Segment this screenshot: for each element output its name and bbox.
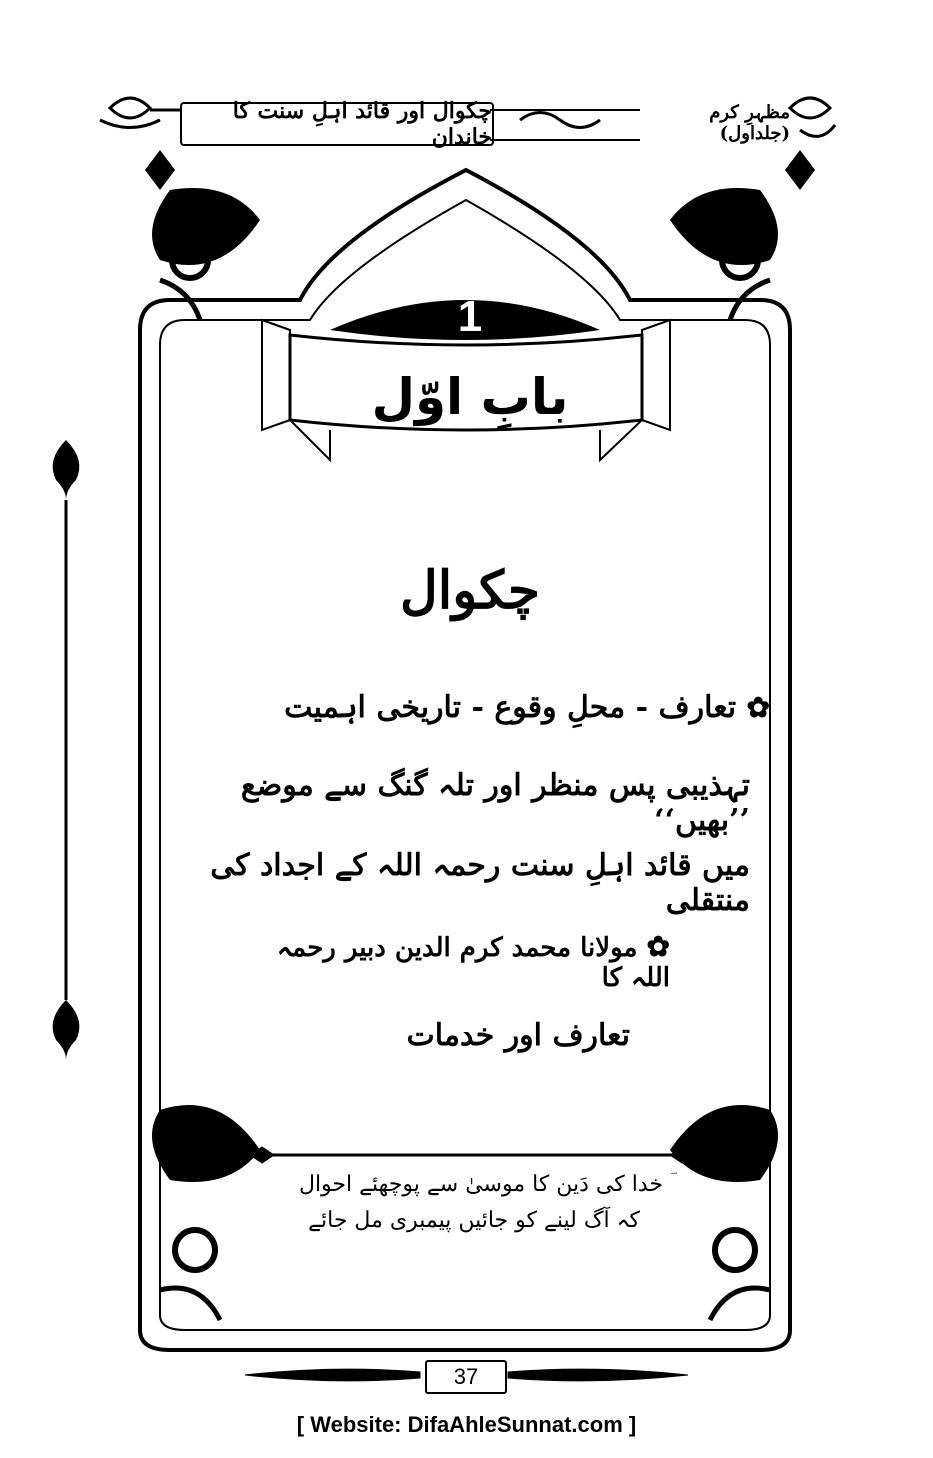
chapter-number: 1 — [457, 292, 483, 341]
poem-verse-1-text: خدا کی دَین کا موسیٰ سے پوچھئے احوال — [298, 1172, 663, 1197]
bullet-line-2: تہذیبی پس منظر اور تلہ گنگ سے موضع ’’بھیں‘‘ — [240, 768, 750, 838]
flower-bullet-icon: ✿ — [746, 691, 770, 724]
bullet-line-1 — [180, 690, 770, 725]
page-number: 37 — [425, 1360, 507, 1394]
bullet-line-4 — [260, 930, 670, 993]
running-header-volume: مظہرِ کرم (جلداول) — [709, 102, 790, 144]
corner-ornament-bottom-left — [152, 1105, 260, 1320]
flower-bullet-icon: ✿ — [646, 930, 670, 963]
bullet-line-3: میں قائد اہلِ سنت رحمہ اللہ کے اجداد کی منتقلی — [210, 848, 750, 918]
website-footer: [ Website: DifaAhleSunnat.com ] — [296, 1412, 637, 1437]
side-ornament-left — [53, 440, 80, 1060]
running-header-title: چکوال اور قائد اہلِ سنت کا خاندان — [180, 102, 494, 146]
corner-ornament-bottom-right — [670, 1105, 778, 1320]
poem-divider — [250, 1147, 694, 1163]
corner-ornament-top-left — [145, 150, 260, 320]
main-title: چکوال — [400, 560, 540, 621]
chapter-title: بابِ اوّل — [371, 368, 569, 426]
poem-verse-1 — [290, 1172, 670, 1197]
poem-verse-2: کہ آگ لینے کو جائیں پیمبری مل جائے — [308, 1208, 640, 1233]
corner-ornament-top-right — [670, 150, 815, 320]
bullet-line-4-text: مولانا محمد کرم الدین دبیر رحمہ اللہ کا — [276, 933, 670, 993]
bullet-line-1-text: تعارف - محلِ وقوع - تاریخی اہمیت — [284, 690, 737, 725]
bullet-line-5: تعارف اور خدمات — [406, 1018, 630, 1053]
